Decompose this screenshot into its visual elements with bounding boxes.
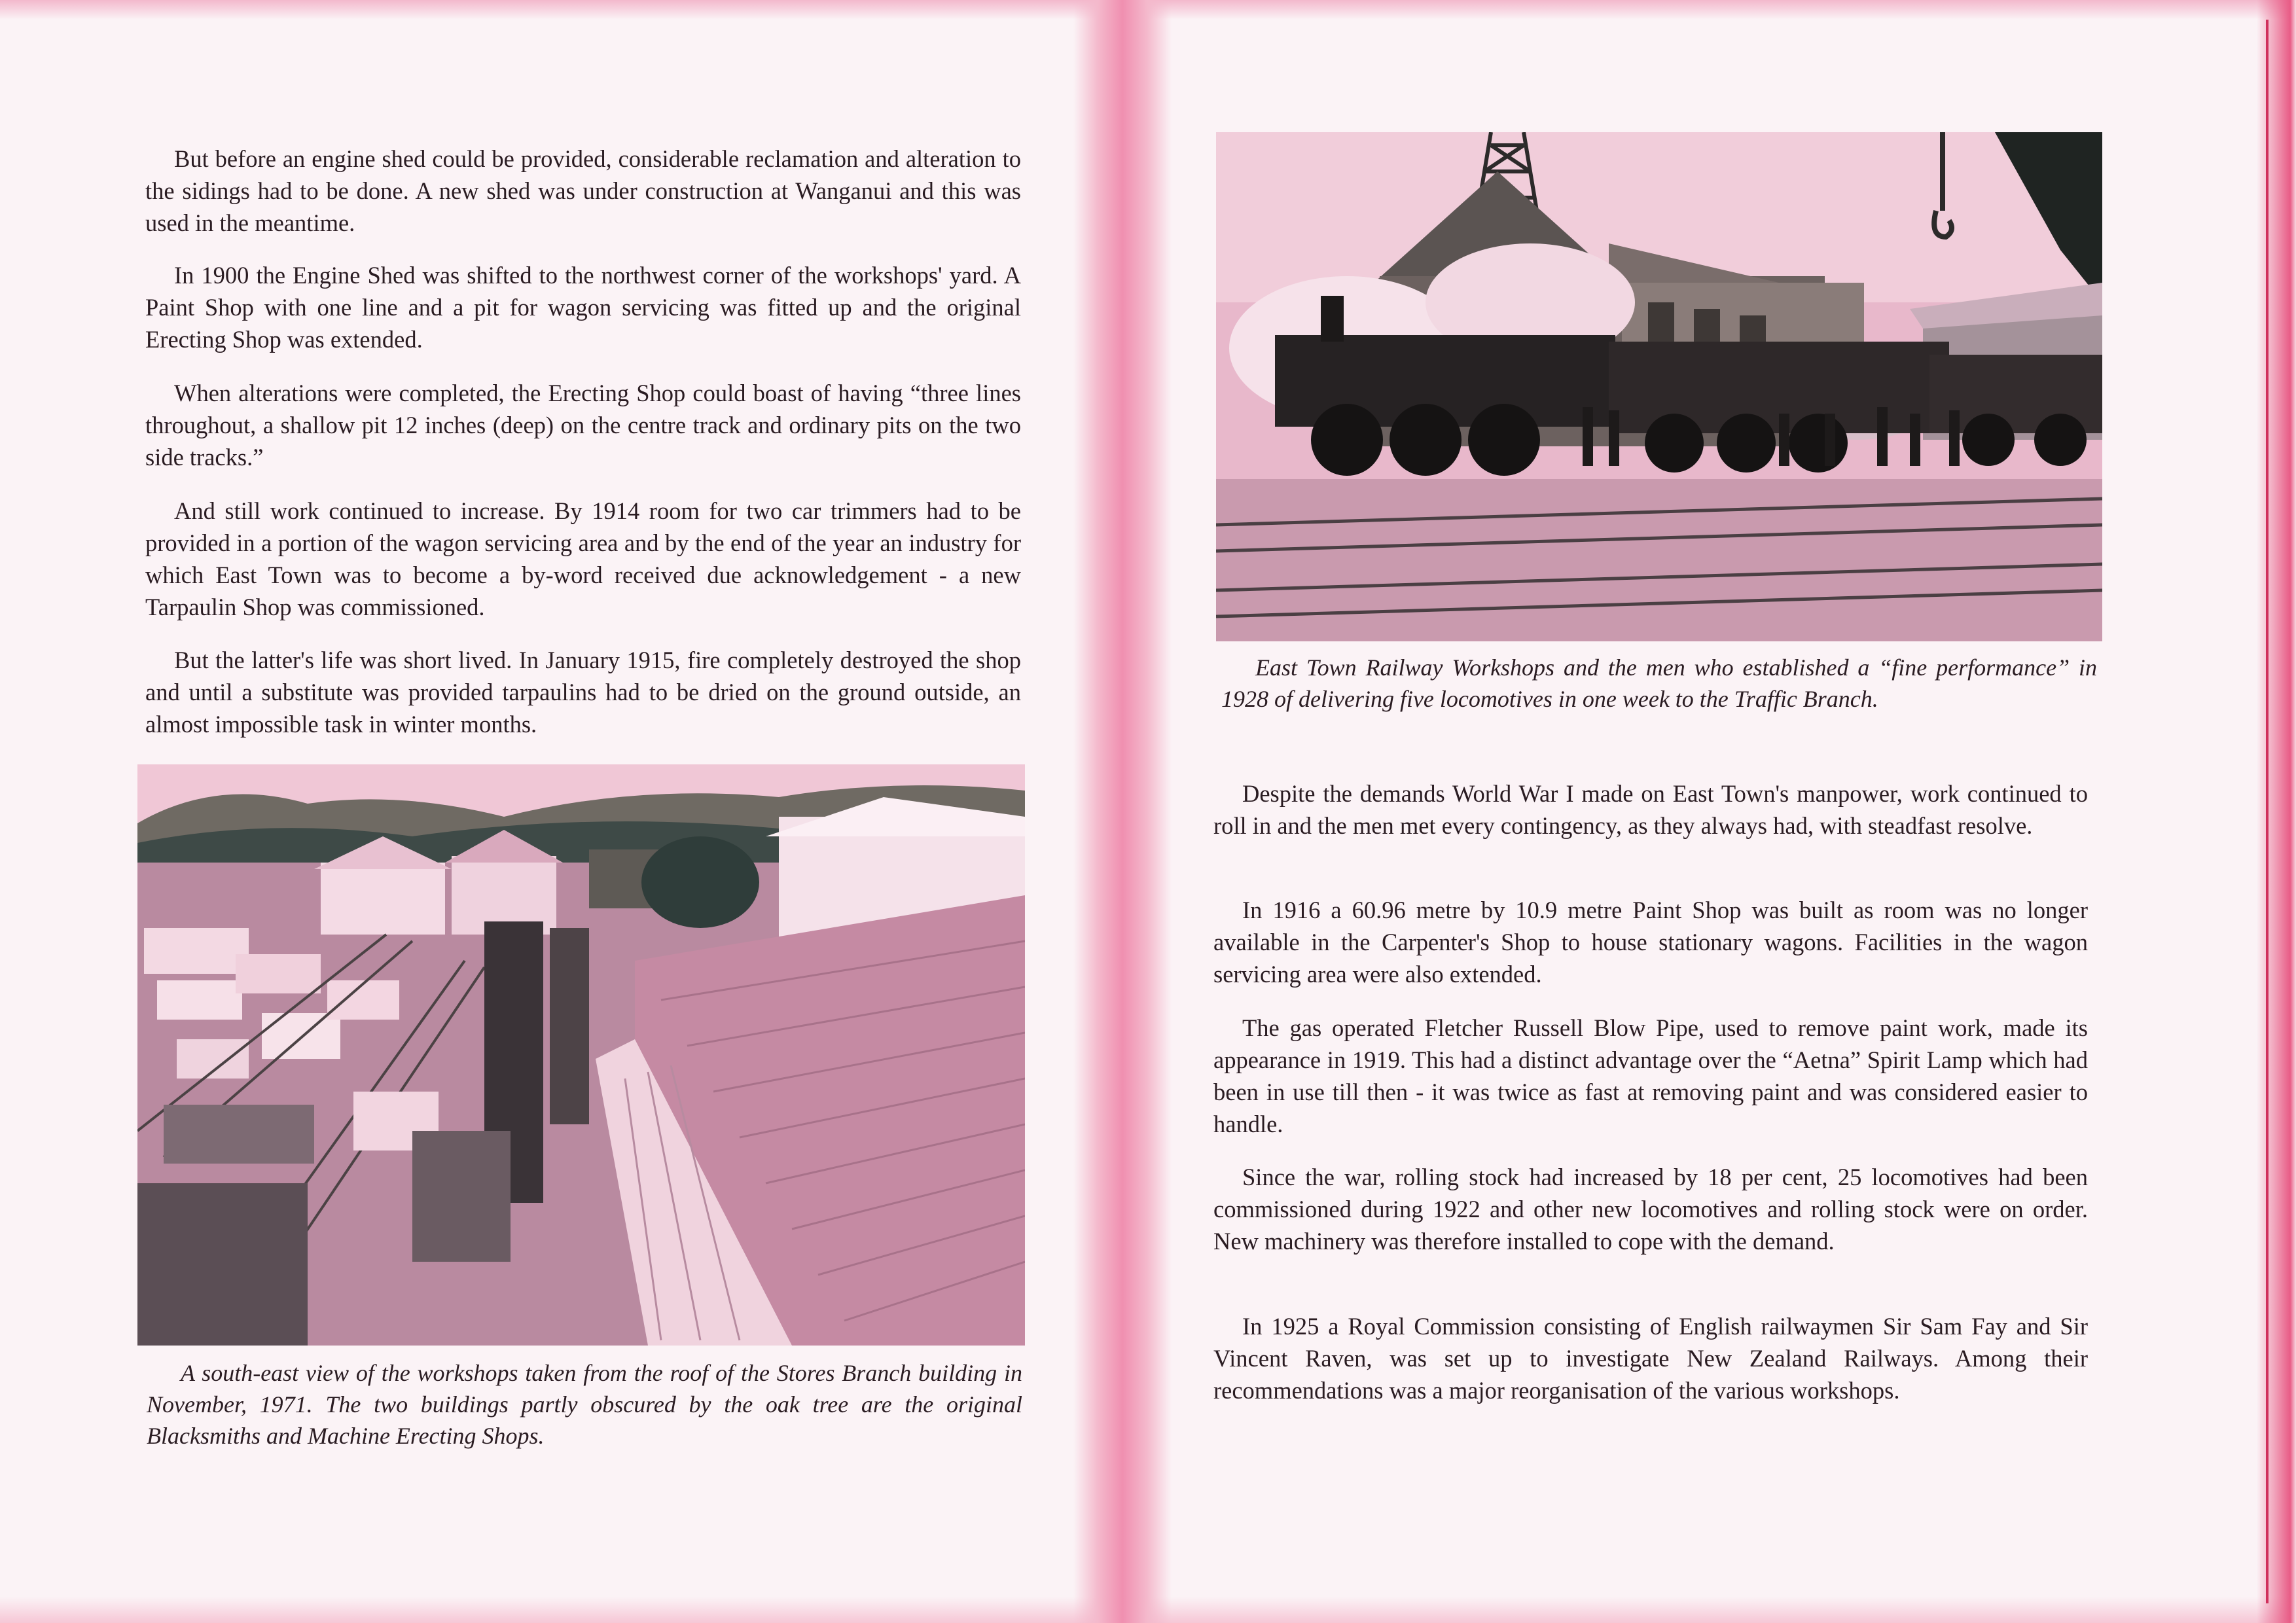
left-paragraph-2: In 1900 the Engine Shed was shifted to the northwest corner of the workshops' yard. A Paint Shop with one line and a pit for wagon servicing was fitted up and the original Erecting Shop was extended. [145, 262, 1021, 353]
left-paragraph-5: But the latter's life was short lived. In January 1915, fire completely destroyed the shop and until a substitute was provided tarpaulins had to be dried on the ground outside, an almost impossible task in winter months. [145, 647, 1021, 738]
left-photo-caption: A south-east view of the workshops taken from the roof of the Stores Branch building in November, 1971. The two buildings partly obscured by the oak tree are the original Blacksmiths and Machine Erecting Shops. [147, 1360, 1022, 1449]
right-page [1148, 0, 2296, 1623]
right-paragraph-2: In 1916 a 60.96 metre by 10.9 metre Paint Shop was built as room was no longer available in the Carpenter's Shop to house stationary wagons. Facilities in the wagon servicing area were also extended. [1213, 897, 2088, 988]
right-paragraph-5: In 1925 a Royal Commission consisting of English railwaymen Sir Sam Fay and Sir Vincent Raven, was set up to investigate New Zealand Railways. Among their recommendations was a major reorganisation of the various workshops. [1213, 1313, 2088, 1404]
right-paragraph-4: Since the war, rolling stock had increased by 18 per cent, 25 locomotives had been commissioned during 1922 and other new locomotives and rolling stock were on order. New machinery was therefore installed to cope with the demand. [1213, 1164, 2088, 1255]
right-paragraph-3: The gas operated Fletcher Russell Blow Pipe, used to remove paint work, made its appearance in 1919. This had a distinct advantage over the “Aetna” Spirit Lamp which had been in use till then - it was twice as fast at removing paint and was considered easier to handle. [1213, 1014, 2088, 1137]
left-paragraph-1: But before an engine shed could be provided, considerable reclamation and alteration to the sidings had to be done. A new shed was under construction at Wanganui and this was used in the meantime. [145, 145, 1021, 236]
right-photo-caption: East Town Railway Workshops and the men who established a “fine performance” in 1928 of delivering five locomotives in one week to the Traffic Branch. [1221, 654, 2097, 712]
workshops-aerial-photo [137, 764, 1025, 1346]
left-paragraph-4: And still work continued to increase. By 1914 room for two car trimmers had to be provided in a portion of the wagon servicing area and by the end of the year an industry for which East Town was to become a by-word received due acknowledgement - a new Tarpaulin Shop was commissioned. [145, 497, 1021, 620]
right-paragraph-1: Despite the demands World War I made on East Town's manpower, work continued to roll in and the men met every contingency, as they always had, with steadfast resolve. [1213, 780, 2088, 839]
left-page [0, 0, 1113, 1623]
locomotives-workshop-photo [1216, 132, 2102, 641]
left-paragraph-3: When alterations were completed, the Erecting Shop could boast of having “three lines throughout, a shallow pit 12 inches (deep) on the centre track and ordinary pits on the two side tracks.” [145, 380, 1021, 471]
